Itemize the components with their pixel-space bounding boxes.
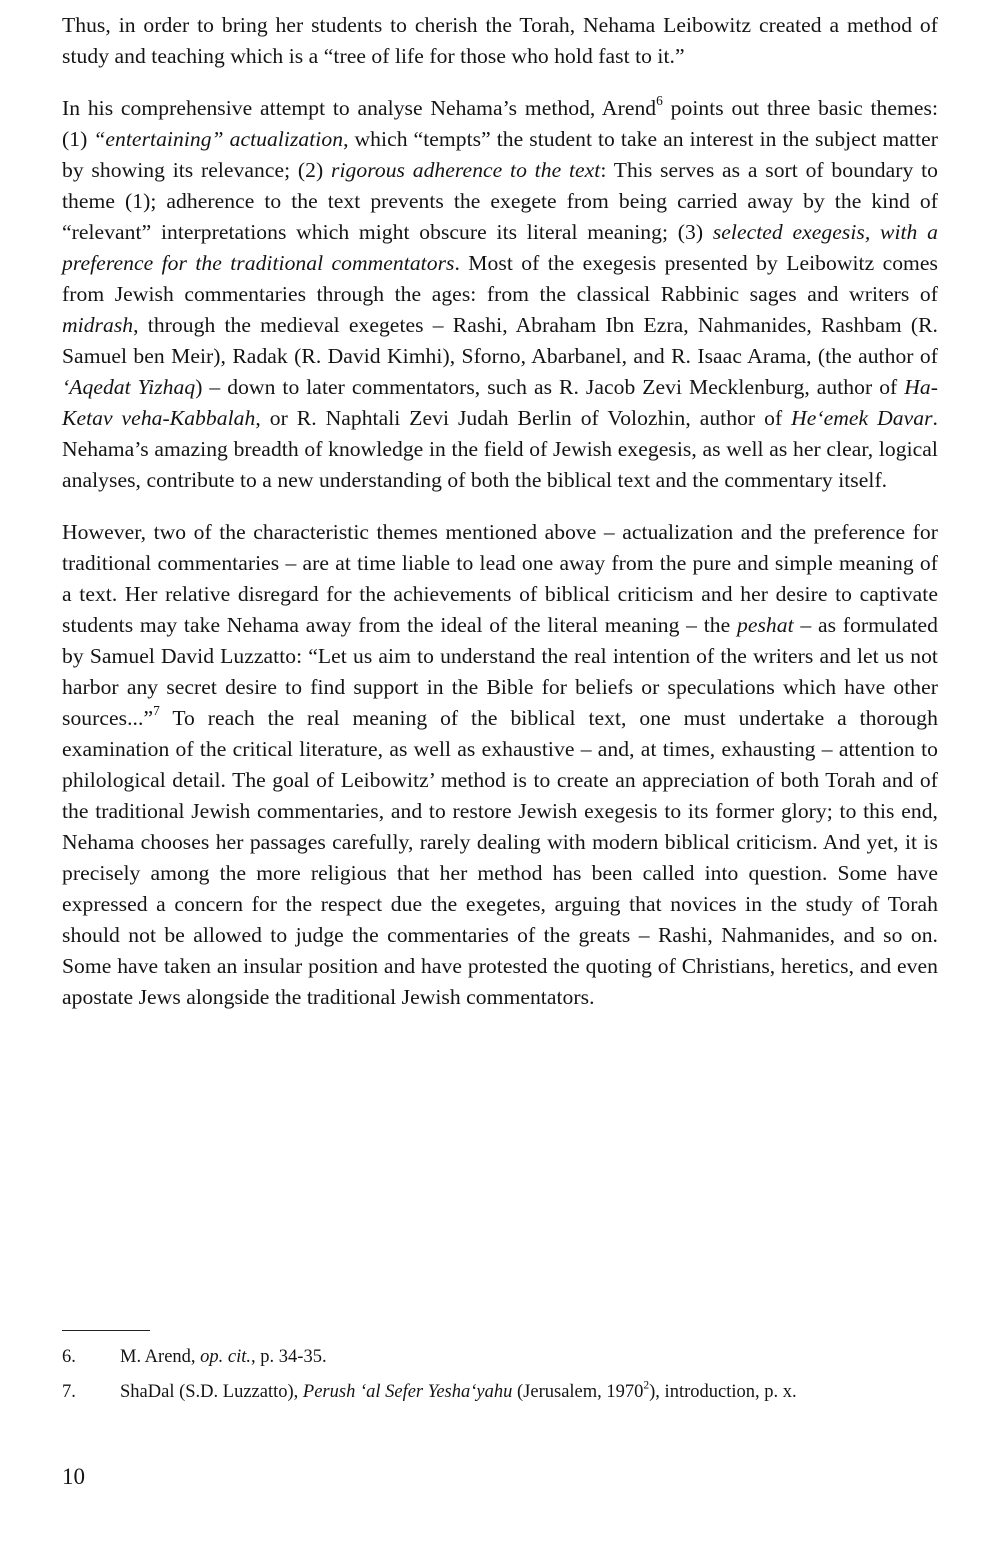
footnote — [62, 1379, 938, 1405]
footnote-divider — [62, 1330, 150, 1331]
text-run: , which “tempts” the student to take an interest in the subject matter by showing its relevance; (2) — [62, 127, 939, 182]
text-run: (Jerusalem, 1970 — [512, 1382, 644, 1402]
text-run: ), introduction, p. x. — [649, 1382, 797, 1402]
text-run: points out three basic themes: (1) — [62, 96, 939, 151]
italic-text: Ha-Ketav veha-Kabbalah — [62, 375, 938, 430]
text-run: M. Arend, — [120, 1347, 201, 1367]
superscript: 7 — [153, 702, 160, 718]
text-run: , through the medieval exegetes – Rashi, Abraham Ibn Ezra, Nahmanides, Rashbam (R. Samuel ben Meir), Radak (R. David Kimhi), Sforno, Abarbanel, and R. Isaac Arama, (the author of — [62, 313, 938, 368]
italic-text: ‘Aqedat Yizhaq — [62, 375, 196, 399]
footnote-text — [62, 1379, 938, 1405]
footnote-number: 7. — [62, 1382, 76, 1402]
footnote — [62, 1344, 938, 1370]
body-paragraph — [62, 517, 938, 1013]
body-paragraph — [62, 10, 938, 72]
superscript: 2 — [643, 1379, 650, 1392]
italic-text: “entertaining” actualization — [93, 127, 344, 151]
footnotes — [62, 1344, 938, 1414]
page-number: 10 — [62, 1464, 85, 1489]
text-run: . Most of the exegesis presented by Leibowitz comes from Jewish commentaries through the ages: from the classical Rabbinic sages and writers of — [62, 251, 938, 306]
text-run: However, two of the characteristic themes mentioned above – actualization and the preference for traditional commentaries – are at time liable to lead one away from the pure and simple meaning of a text. Her relative disregard for the achievements of biblical criticism and her desire to captivate students may take Nehama away from the ideal of the literal meaning – the — [62, 520, 938, 637]
text-run: ) – down to later commentators, such as R. Jacob Zevi Mecklenburg, author of — [195, 375, 905, 399]
italic-text: peshat — [737, 613, 794, 637]
body-paragraph — [62, 93, 938, 496]
text-run: ShaDal (S.D. Luzzatto), — [120, 1382, 303, 1402]
italic-text: op. cit. — [200, 1347, 252, 1367]
superscript: 6 — [656, 92, 663, 108]
italic-text: midrash — [62, 313, 134, 337]
text-run: To reach the real meaning of the biblical text, one must undertake a thorough examination of the critical literature, as well as exhaustive – and, at times, exhausting – attention to philological detail. The goal of Leibowitz’ method is to create an appreciation of both Torah and of the traditional Jewish commentaries, and to restore Jewish exegesis to its former glory; to this end, Nehama chooses her passages carefully, rarely dealing with modern biblical criticism. And yet, it is precisely among the more religious that her method has been called into question. Some have expressed a concern for the respect due the exegetes, arguing that novices in the study of Torah should not be allowed to judge the commentaries of the greats – Rashi, Nahmanides, and so on. Some have taken an insular position and have protested the quoting of Christians, heretics, and even apostate Jews alongside the traditional Jewish commentators. — [62, 706, 938, 1009]
footnote-number: 6. — [62, 1347, 76, 1367]
italic-text: rigorous adherence to the text — [331, 158, 601, 182]
text-run: : This serves as a sort of boundary to theme (1); adherence to the text prevents the exegete from being carried away by the kind of “relevant” interpretations which might obscure its literal meaning; (3) — [62, 158, 938, 244]
text-run: . Nehama’s amazing breadth of knowledge in the field of Jewish exegesis, as well as her clear, logical analyses, contribute to a new understanding of both the biblical text and the commentary itself. — [62, 406, 938, 492]
footnote-text — [62, 1344, 938, 1370]
text-run: – as formulated by Samuel David Luzzatto: “Let us aim to understand the real intention of the writers and let us not harbor any secret desire to find support in the Bible for beliefs or speculations which have other sources...” — [62, 613, 938, 730]
italic-text: He‘emek Davar — [791, 406, 933, 430]
text-run: In his comprehensive attempt to analyse Nehama’s method, Arend — [62, 96, 657, 120]
page-body — [62, 10, 938, 1013]
italic-text: Perush ‘al Sefer Yesha‘yahu — [302, 1382, 513, 1402]
italic-text: selected exegesis, with a preference for the traditional commentators — [62, 220, 938, 275]
text-run: Thus, in order to bring her students to cherish the Torah, Nehama Leibowitz created a method of study and teaching which is a “tree of life for those who hold fast to it.” — [62, 13, 938, 68]
text-run: , or R. Naphtali Zevi Judah Berlin of Volozhin, author of — [255, 406, 792, 430]
text-run: , p. 34-35. — [251, 1347, 327, 1367]
